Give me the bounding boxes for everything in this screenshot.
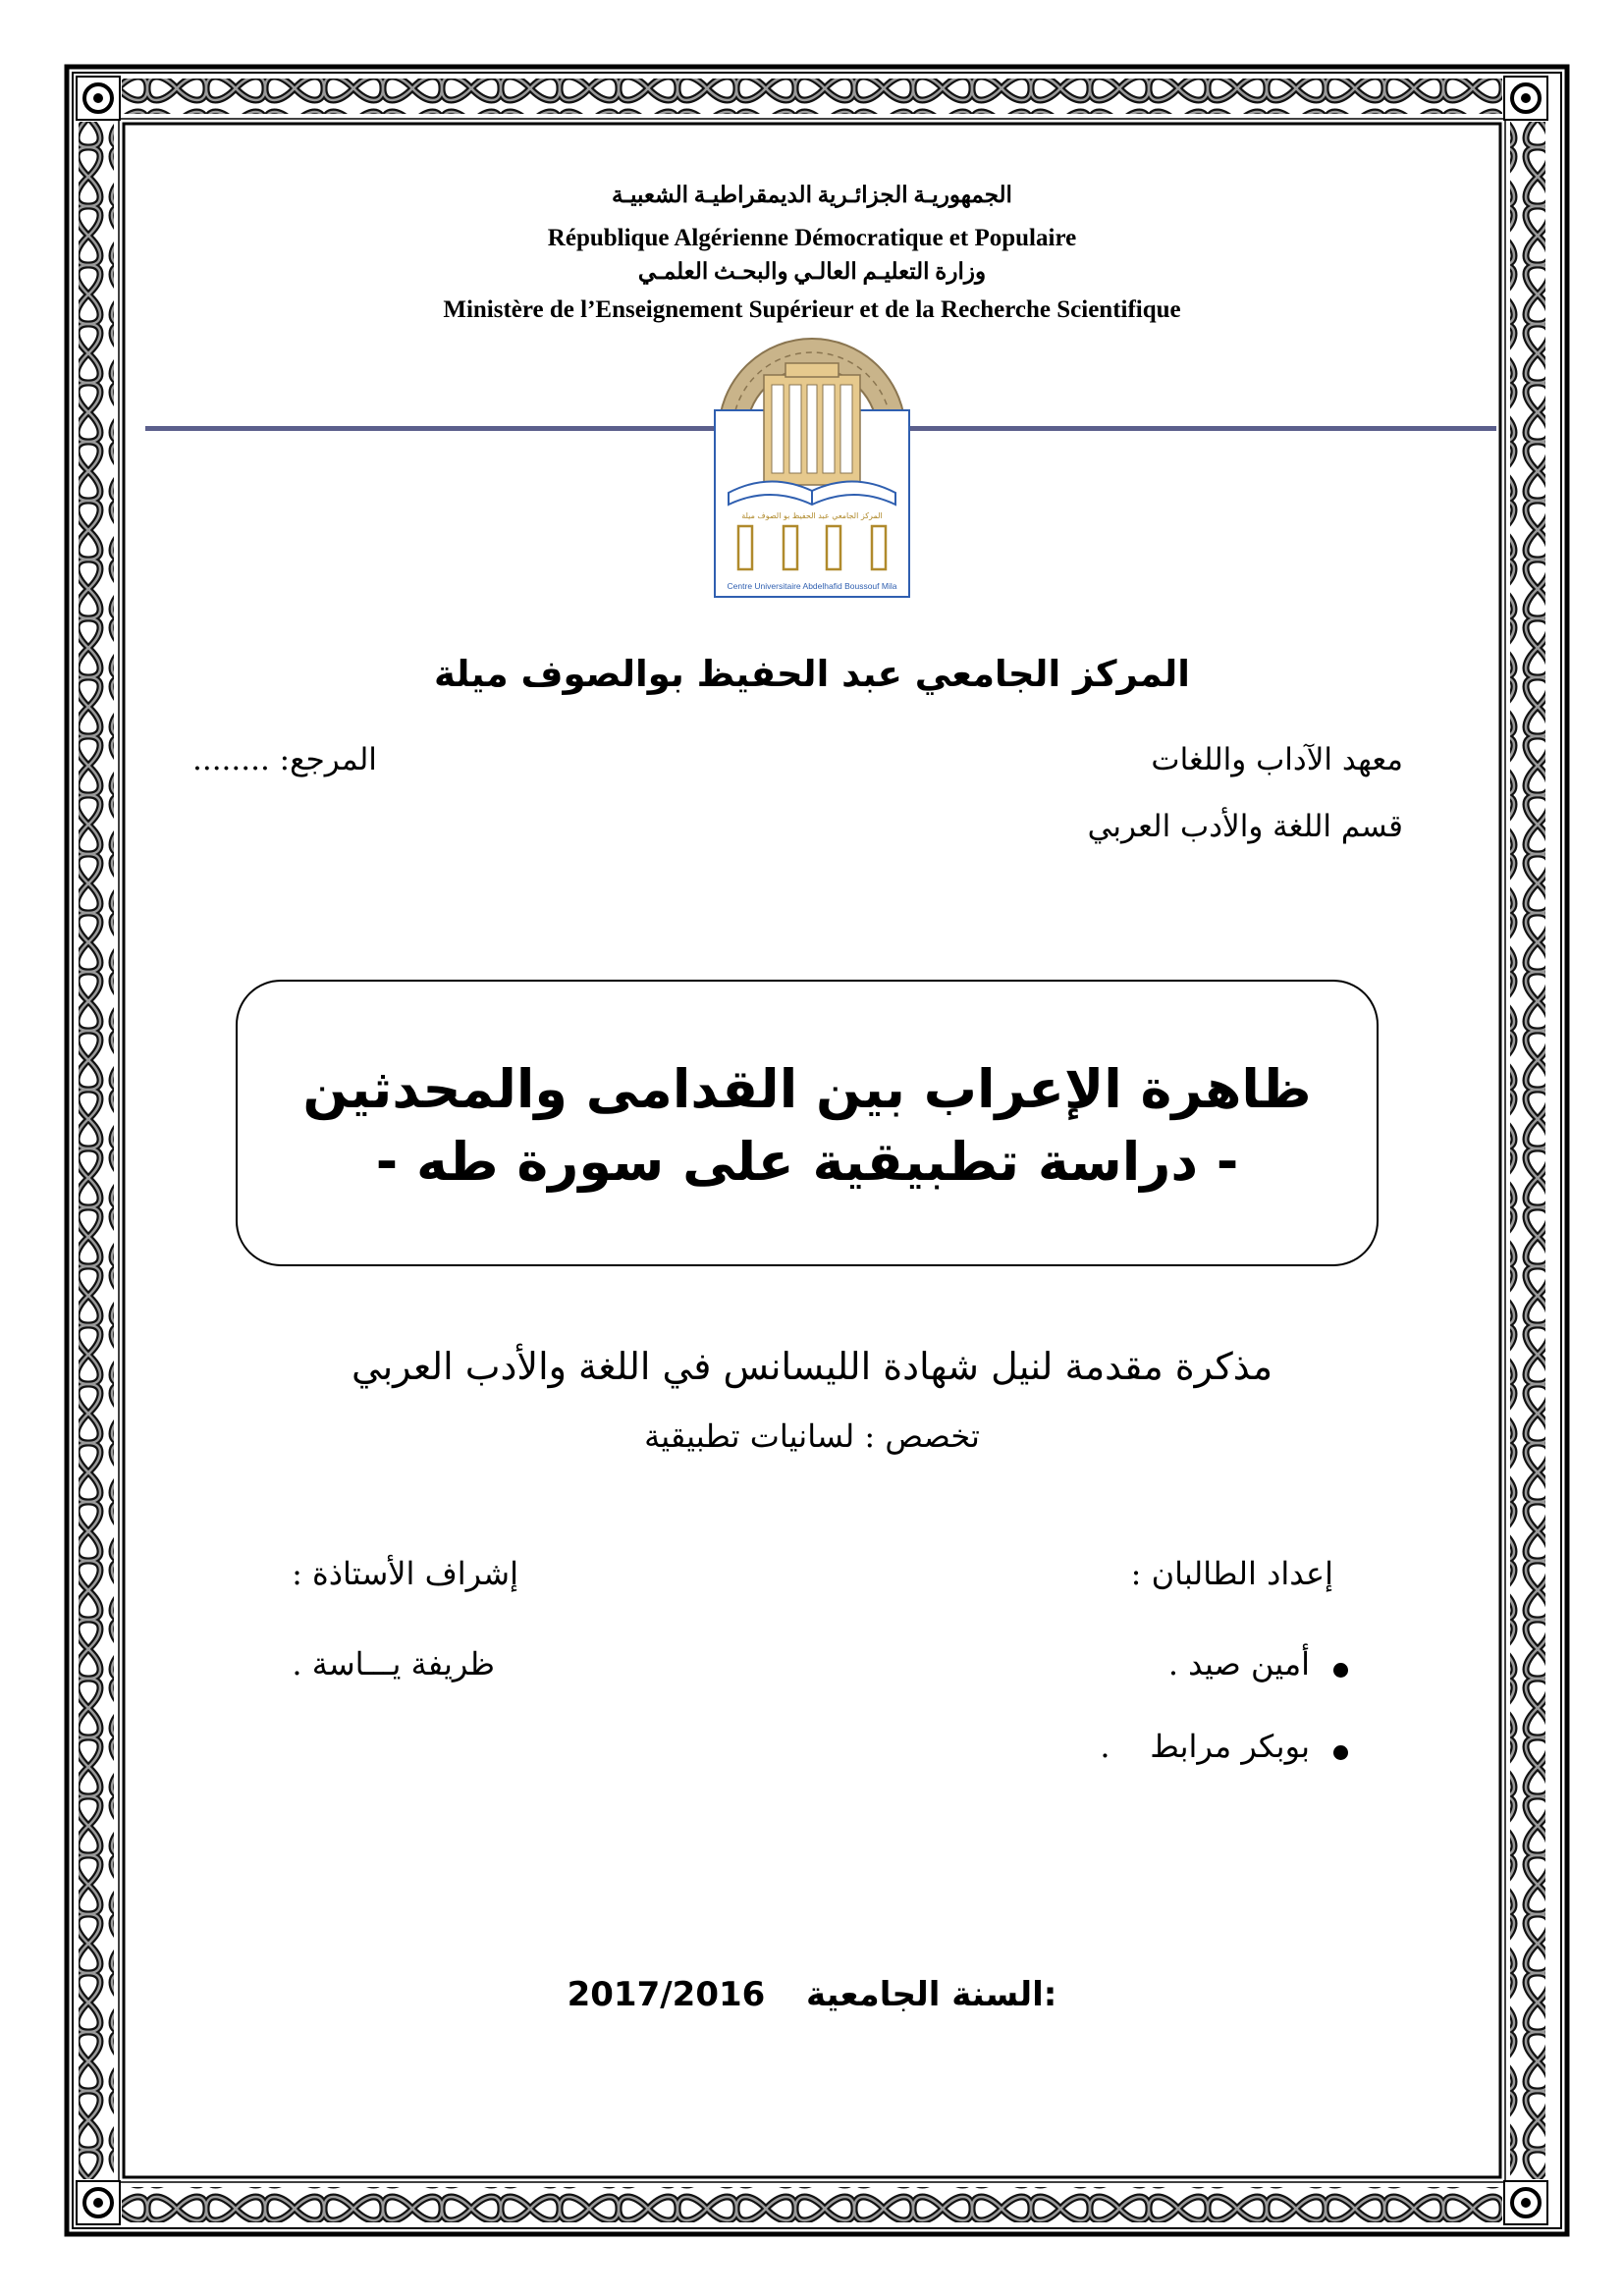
republic-arabic: الجمهوريـة الجزائـرية الديمقراطيـة الشعبيـة	[612, 183, 1012, 207]
corner-ornament-icon	[1504, 77, 1547, 120]
academic-year-label: السنة الجامعية:	[805, 1975, 1057, 2014]
bullet-icon	[1333, 1663, 1348, 1678]
reference-field: المرجع: ........	[192, 742, 377, 777]
corner-ornament-icon	[1504, 2181, 1547, 2224]
republic-french: République Algérienne Démocratique et Populaire	[547, 225, 1077, 251]
corner-ornament-icon	[77, 2181, 120, 2224]
institution-name: المركز الجامعي عبد الحفيظ بوالصوف ميلة	[434, 653, 1190, 695]
thesis-subtitle: - دراسة تطبيقية على سورة طه -	[375, 1131, 1239, 1193]
students-label: إعداد الطالبان :	[1130, 1555, 1333, 1592]
corner-ornament-icon	[77, 77, 120, 120]
supervisor-name: ظريفة يـــاسة .	[292, 1645, 495, 1682]
supervisor-label: إشراف الأستاذة :	[292, 1555, 518, 1592]
border-chain-bottom	[122, 2187, 1502, 2222]
border-chain-right	[1510, 122, 1545, 2179]
department-name: قسم اللغة والأدب العربي	[1087, 809, 1403, 844]
academic-year	[0, 1975, 1624, 2014]
memo-purpose: مذكرة مقدمة لنيل شهادة الليسانس في اللغة والأدب العربي	[351, 1345, 1273, 1388]
thesis-title: ظاهرة الإعراب بين القدامى والمحدثين	[302, 1058, 1312, 1120]
thesis-title-box	[236, 980, 1379, 1266]
bullet-icon	[1333, 1745, 1348, 1760]
border-chain-left	[79, 122, 114, 2179]
logo-caption-french: Centre Universitaire Abdelhafid Boussouf Mila	[727, 581, 897, 591]
student-name-1: أمين صيد .	[1167, 1645, 1310, 1682]
academic-year-value: 2017/2016	[567, 1975, 766, 2014]
ministry-arabic: وزارة التعليـم العالـي والبحـث العلمـي	[637, 259, 987, 284]
memo-specialty: تخصص : لسانيات تطبيقية	[644, 1417, 980, 1455]
university-logo	[707, 324, 917, 603]
logo-caption-arabic: المركز الجامعي عبد الحفيظ بو الصوف ميلة	[741, 511, 883, 520]
border-chain-top	[122, 79, 1502, 114]
student-name-2: بوبكر مرابط .	[1100, 1728, 1310, 1765]
institute-name: معهد الآداب واللغات	[1151, 742, 1403, 777]
ministry-french: Ministère de l’Enseignement Supérieur et de la Recherche Scientifique	[443, 296, 1181, 323]
